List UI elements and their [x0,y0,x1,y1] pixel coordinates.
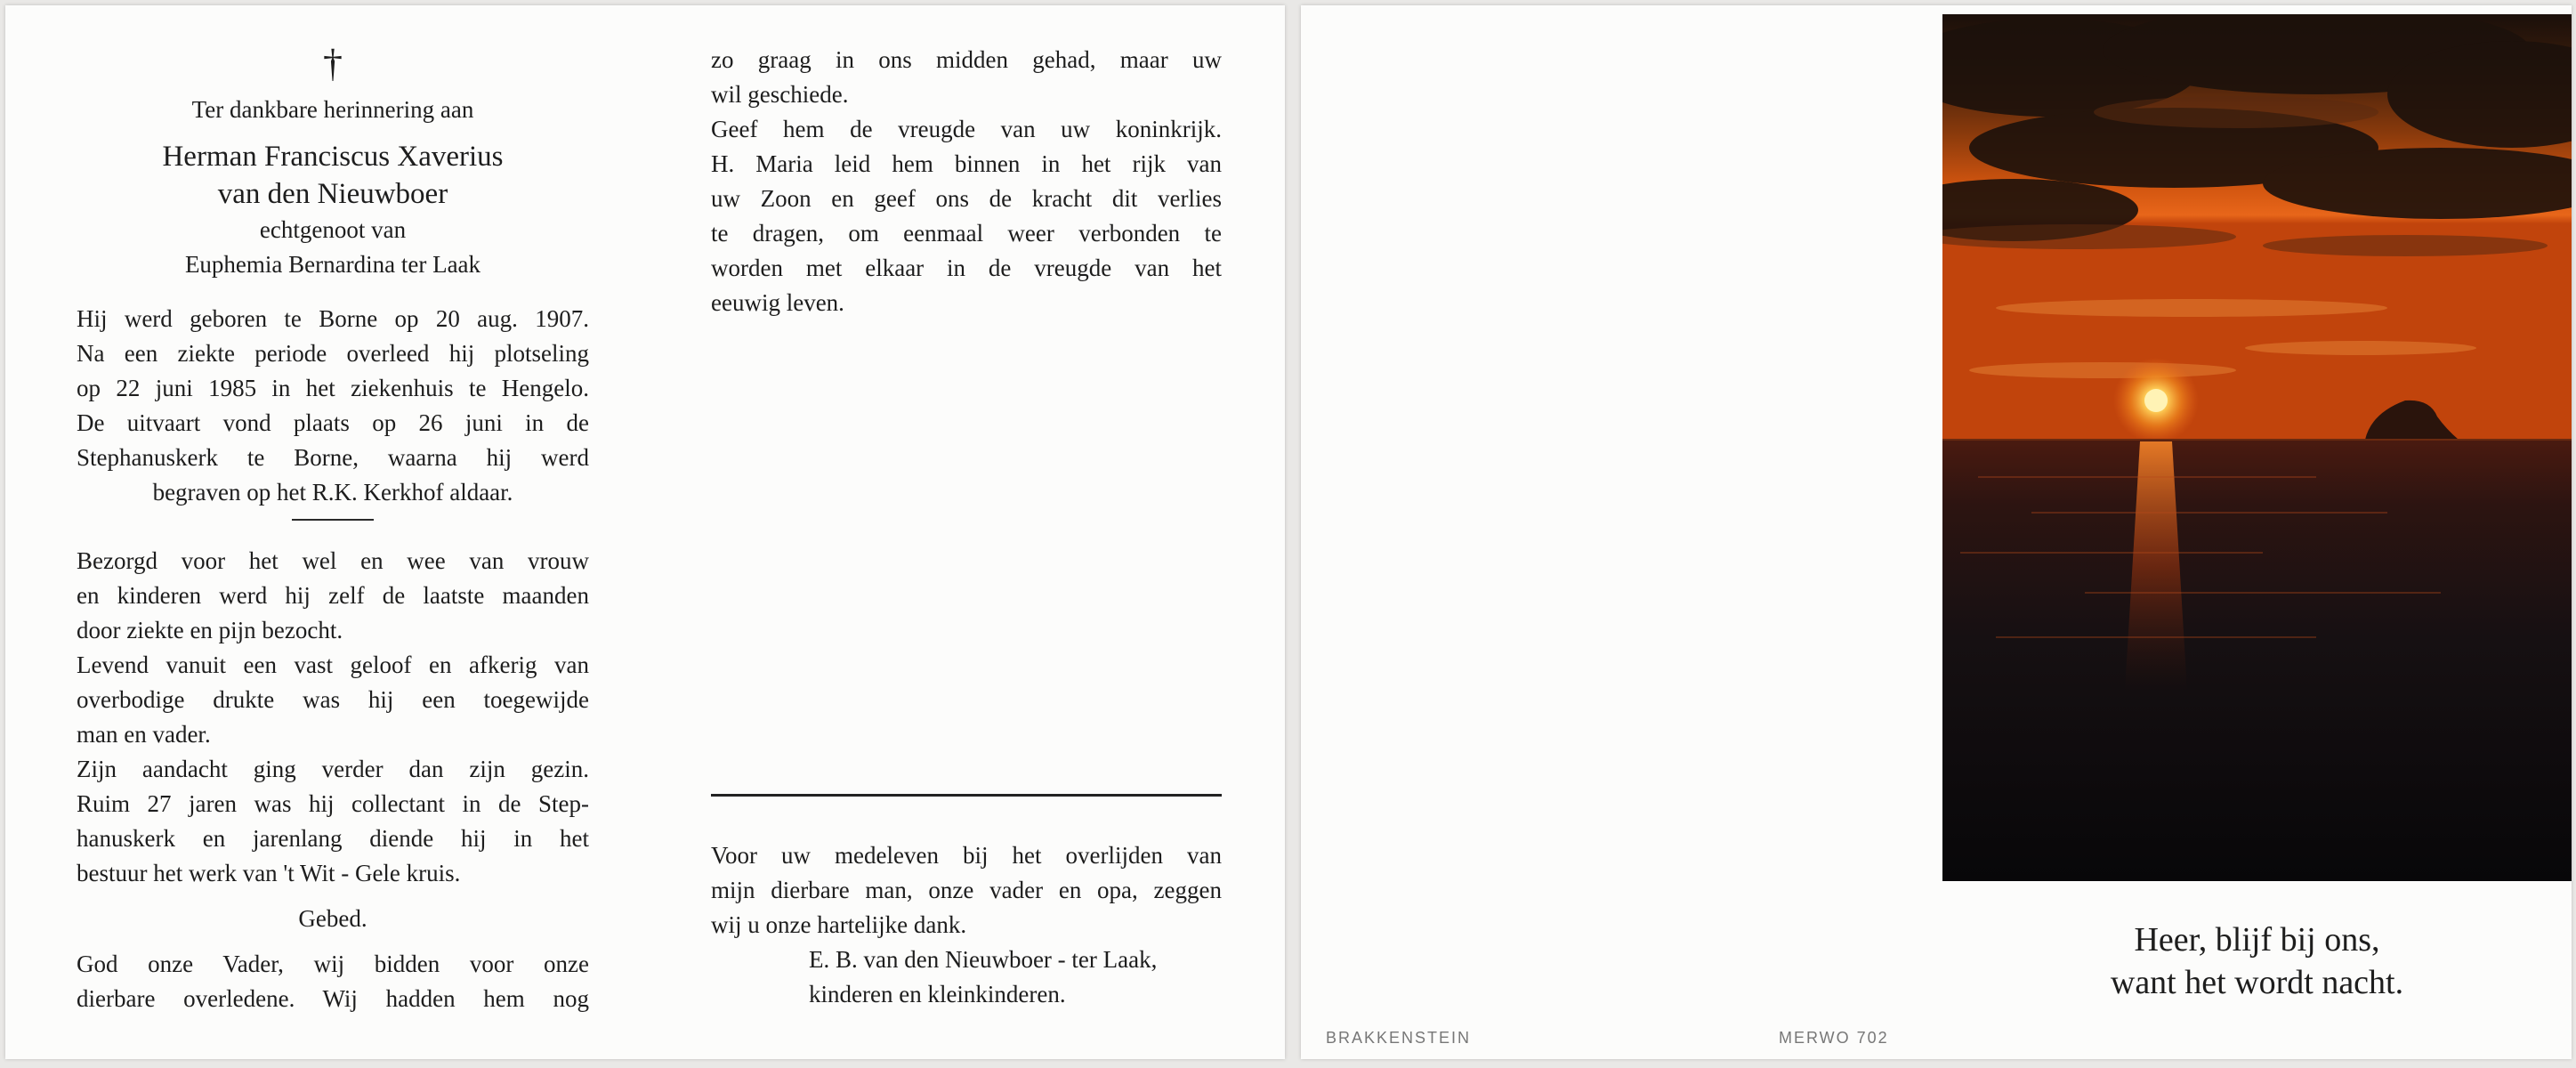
biography-line: Na een ziekte periode overleed hij plotseling [77,340,589,367]
tribute-line: Levend vanuit een vast geloof en afkerig van [77,651,589,678]
spouse-label: echtgenoot van [259,216,407,243]
publisher-imprint: BRAKKENSTEIN [1326,1029,1472,1047]
prayer-line: worden met elkaar in de vreugde van het [711,255,1222,281]
memorial-card-picture-side [1301,5,2572,1059]
biography-line: Stephanuskerk te Borne, waarna hij werd [77,444,589,471]
biography-line: Hij werd geboren te Borne op 20 aug. 1907. [77,305,589,332]
deceased-name-line-2: van den Nieuwboer [217,178,448,210]
section-divider [292,519,374,521]
signature-line: E. B. van den Nieuwboer - ter Laak, [809,946,1158,973]
tribute-line: bestuur het werk van 't Wit - Gele kruis. [77,860,461,886]
right-column [711,43,1222,320]
tribute-paragraph [77,544,589,891]
biography-paragraph [77,302,589,510]
thanks-line: Voor uw medeleven bij het overlijden van [711,842,1222,869]
verse-line-2: want het wordt nacht. [2110,964,2404,1001]
biography-line: De uitvaart vond plaats op 26 juni in de [77,409,589,436]
spouse-name: Euphemia Bernardina ter Laak [184,251,481,278]
tribute-line: en kinderen werd hij zelf de laatste maanden [77,582,589,609]
card-number-imprint: MERWO 702 [1779,1029,1889,1047]
thanks-line: mijn dierbare man, onze vader en opa, zeggen [711,877,1222,903]
prayer-line: uw Zoon en geef ons de kracht dit verlies [711,185,1222,212]
sunset-over-sea-photo [1942,14,2572,881]
sunset-photo-graphic [1942,14,2572,881]
prayer-paragraph-start [77,947,589,1016]
cross-icon: † [323,42,343,85]
tribute-line: overbodige drukte was hij een toegewijde [77,686,589,713]
signature-line: kinderen en kleinkinderen. [809,981,1066,1007]
tribute-line: Bezorgd voor het wel en wee van vrouw [77,547,589,574]
prayer-line: wil geschiede. [711,81,849,108]
thanks-section [711,838,1222,1012]
memorial-card-text-side [5,5,1285,1059]
prayer-line: zo graag in ons midden gehad, maar uw [711,46,1222,73]
biography-line: begraven op het R.K. Kerkhof aldaar. [152,479,513,506]
prayer-line: Geef hem de vreugde van uw koninkrijk. [711,116,1222,142]
prayer-line: H. Maria leid hem binnen in het rijk van [711,150,1222,177]
tribute-line: Zijn aandacht ging verder dan zijn gezin. [77,756,589,782]
tribute-line: Ruim 27 jaren was hij collectant in de Step- [77,790,589,817]
biography-line: op 22 juni 1985 in het ziekenhuis te Hengelo. [77,375,589,401]
prayer-line: God onze Vader, wij bidden voor onze [77,951,589,977]
tribute-line: door ziekte en pijn bezocht. [77,617,343,643]
left-column [77,41,589,1016]
intro-line: Ter dankbare herinnering aan [191,96,474,123]
prayer-line: eeuwig leven. [711,289,844,316]
deceased-name-line-1: Herman Franciscus Xaverius [162,141,504,173]
prayer-line: te dragen, om eenmaal weer verbonden te [711,220,1222,247]
tribute-line: hanuskerk en jarenlang diende hij in het [77,825,589,852]
thanks-divider [711,794,1222,797]
thanks-line: wij u onze hartelijke dank. [711,911,967,938]
verse-text [1942,918,2572,1004]
verse-line-1: Heer, blijf bij ons, [2134,921,2380,959]
prayer-line: dierbare overledene. Wij hadden hem nog [77,985,589,1012]
prayer-title: Gebed. [298,905,367,932]
tribute-line: man en vader. [77,721,211,748]
